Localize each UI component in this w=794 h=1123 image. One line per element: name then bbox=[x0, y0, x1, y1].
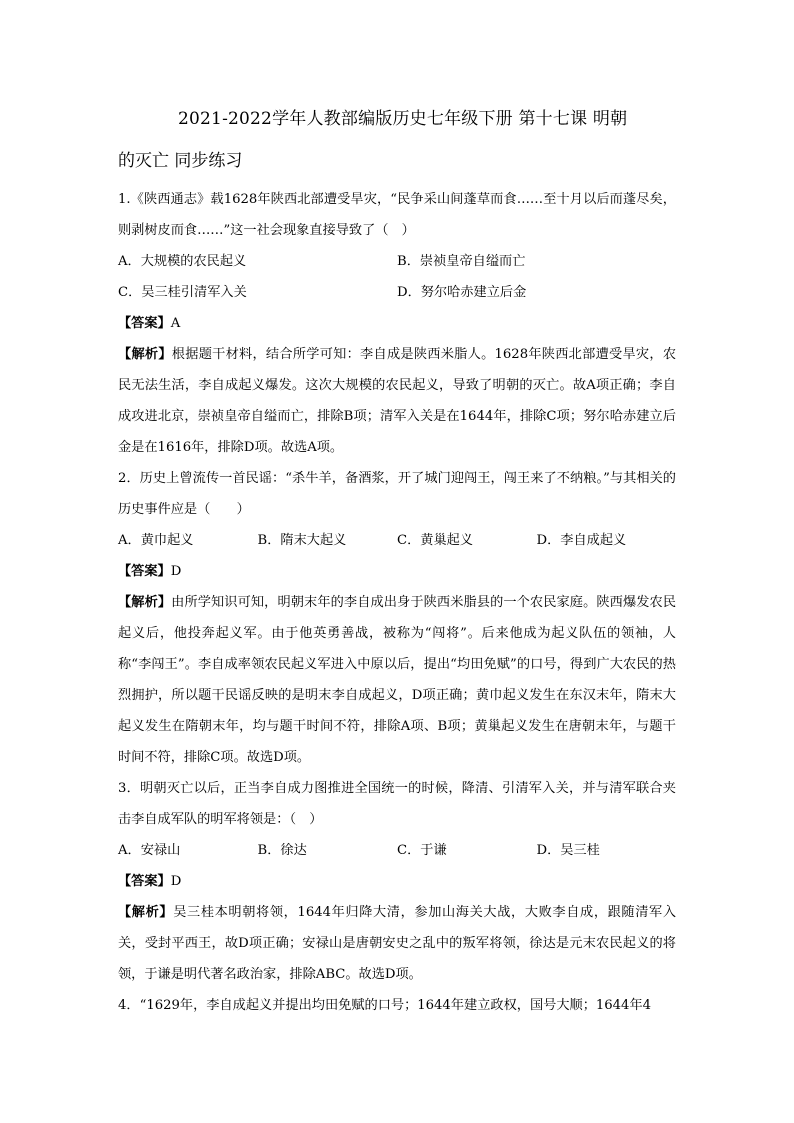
question-2-analysis-text: 由所学知识可知，明朝末年的李自成出身于陕西米脂县的一个农民家庭。陕西爆发农民起义后，他投奔起义军。由于他英勇善战，被称为“闯将”。后来他成为起义队伍的领袖，人称“李闯王”。李自成率领农民起义军进入中原以后，提出“均田免赋”的口号，得到广大农民的热烈拥护，所以题干民谣反映的是明末李自成起义，D项正确；黄巾起义发生在东汉末年，隋末大起义发生在隋朝末年，均与题干时间不符，排除A项、B项；黄巢起义发生在唐朝末年，与题干时间不符，排除C项。故选D项。 bbox=[118, 595, 677, 765]
analysis-tag: 【解析】 bbox=[118, 595, 172, 610]
analysis-tag: 【解析】 bbox=[118, 905, 174, 920]
question-2-option-d: D．李自成起义 bbox=[536, 533, 627, 548]
document-title-line-1: 2021-2022学年人教部编版历史七年级下册 第十七课 明朝 bbox=[178, 109, 628, 129]
question-1-option-b: B．崇祯皇帝自缢而亡 bbox=[397, 254, 526, 269]
question-2-option-c: C．黄巢起义 bbox=[397, 533, 474, 548]
question-3-option-a: A．安禄山 bbox=[118, 843, 181, 858]
question-3-answer bbox=[118, 866, 676, 897]
answer-tag: 【答案】 bbox=[118, 316, 171, 331]
question-1-answer bbox=[118, 308, 676, 339]
question-3-option-b: B．徐达 bbox=[257, 843, 307, 858]
answer-tag: 【答案】 bbox=[118, 874, 171, 889]
question-1-option-d: D．努尔哈赤建立后金 bbox=[397, 285, 527, 300]
question-3-analysis-text: 吴三桂本明朝将领，1644年归降大清，参加山海关大战，大败李自成，跟随清军入关，受封平西王，故D项正确；安禄山是唐朝安史之乱中的叛军将领，徐达是元末农民起义的将领，于谦是明代著名政治家，排除ABC。故选D项。 bbox=[118, 905, 677, 982]
question-4-stem: 4．“1629年，李自成起义并提出均田免赋的口号；1644年建立政权，国号大顺；1644年4 bbox=[118, 998, 652, 1013]
question-2-stem: 2．历史上曾流传一首民谣：“杀牛羊，备酒浆，开了城门迎闯王，闯王来了不纳粮。”与其相关的历史事件应是（ ） bbox=[118, 471, 676, 517]
question-1-answer-value: A bbox=[170, 316, 181, 331]
question-2-option-a: A．黄巾起义 bbox=[118, 533, 194, 548]
question-1-options-row-2 bbox=[118, 277, 676, 308]
question-3-options bbox=[118, 835, 676, 866]
question-2-option-b: B．隋末大起义 bbox=[257, 533, 347, 548]
document-title-line-2: 的灭亡 同步练习 bbox=[118, 151, 243, 171]
analysis-tag: 【解析】 bbox=[118, 347, 172, 362]
question-3-option-c: C．于谦 bbox=[397, 843, 447, 858]
question-2-answer bbox=[118, 556, 676, 587]
question-1-options-row-1 bbox=[118, 246, 676, 277]
question-2-options bbox=[118, 525, 676, 556]
question-3-stem: 3．明朝灭亡以后，正当李自成力图推进全国统一的时候，降清、引清军入关，并与清军联合夹击李自成军队的明军将领是：（ ） bbox=[118, 781, 676, 827]
question-3-analysis bbox=[118, 897, 676, 990]
question-2-analysis bbox=[118, 587, 676, 773]
question-1-stem: 1.《陕西通志》载1628年陕西北部遭受旱灾，“民争采山间蓬草而食……至十月以后而蓬尽矣，则剥树皮而食……”这一社会现象直接导致了（ ） bbox=[118, 192, 676, 238]
document-body bbox=[118, 184, 676, 1021]
question-1-option-a: A．大规模的农民起义 bbox=[118, 254, 247, 269]
question-1-analysis-text: 根据题干材料，结合所学可知：李自成是陕西米脂人。1628年陕西北部遭受旱灾，农民无法生活，李自成起义爆发。这次大规模的农民起义，导致了明朝的灭亡。故A项正确；李自成攻进北京，崇祯皇帝自缢而亡，排除B项；清军入关是在1644年，排除C项；努尔哈赤建立后金是在1616年，排除D项。故选A项。 bbox=[118, 347, 677, 455]
question-2-answer-value: D bbox=[170, 564, 182, 579]
answer-tag: 【答案】 bbox=[118, 564, 171, 579]
question-3-option-d: D．吴三桂 bbox=[536, 843, 600, 858]
question-1-option-c: C．吴三桂引清军入关 bbox=[118, 285, 247, 300]
question-1-analysis bbox=[118, 339, 676, 463]
question-3-answer-value: D bbox=[170, 874, 182, 889]
